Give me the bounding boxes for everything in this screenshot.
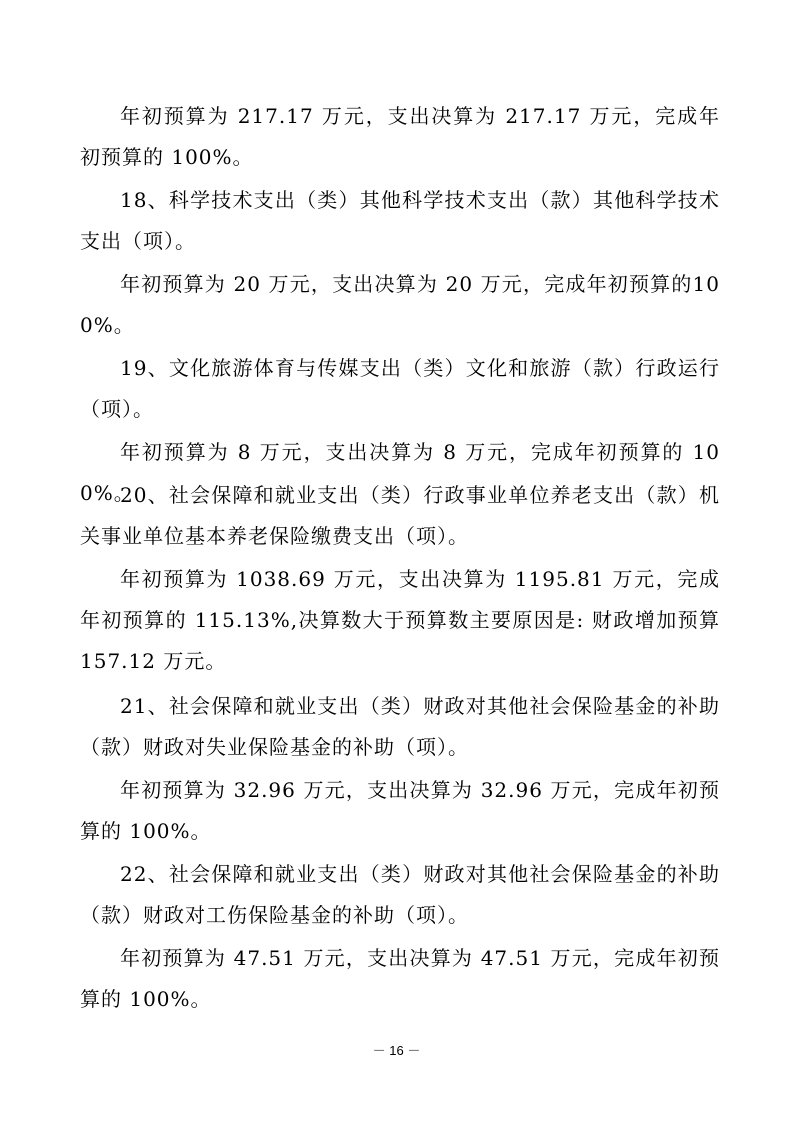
paragraph-3: 年初预算为 20 万元，支出决算为 20 万元，完成年初预算的100%。 <box>80 272 720 337</box>
paragraph-5: 年初预算为 8 万元，支出决算为 8 万元，完成年初预算的 100%。 <box>80 440 720 505</box>
paragraph-11: 年初预算为 47.51 万元，支出决算为 47.51 万元，完成年初预算的 100%。 <box>80 946 720 1011</box>
paragraph-4: 19、文化旅游体育与传媒支出（类）文化和旅游（款）行政运行（项）。 <box>80 356 720 421</box>
paragraph-9: 年初预算为 32.96 万元，支出决算为 32.96 万元，完成年初预算的 100%。 <box>80 778 720 843</box>
paragraph-2: 18、科学技术支出（类）其他科学技术支出（款）其他科学技术支出（项）。 <box>80 188 720 253</box>
paragraph-7: 年初预算为 1038.69 万元，支出决算为 1195.81 万元，完成年初预算的 115.13%,决算数大于预算数主要原因是: 财政增加预算 157.12 万元。 <box>80 567 720 673</box>
paragraph-1: 年初预算为 217.17 万元，支出决算为 217.17 万元，完成年初预算的 100%。 <box>80 104 720 169</box>
paragraph-6: 20、社会保障和就业支出（类）行政事业单位养老支出（款）机关事业单位基本养老保险缴费支出（项）。 <box>80 483 720 548</box>
paragraph-10: 22、社会保障和就业支出（类）财政对其他社会保险基金的补助（款）财政对工伤保险基金的补助（项）。 <box>80 862 720 927</box>
paragraph-8: 21、社会保障和就业支出（类）财政对其他社会保险基金的补助（款）财政对失业保险基金的补助（项）。 <box>80 694 720 759</box>
page-number: － 16 － <box>372 1043 421 1058</box>
